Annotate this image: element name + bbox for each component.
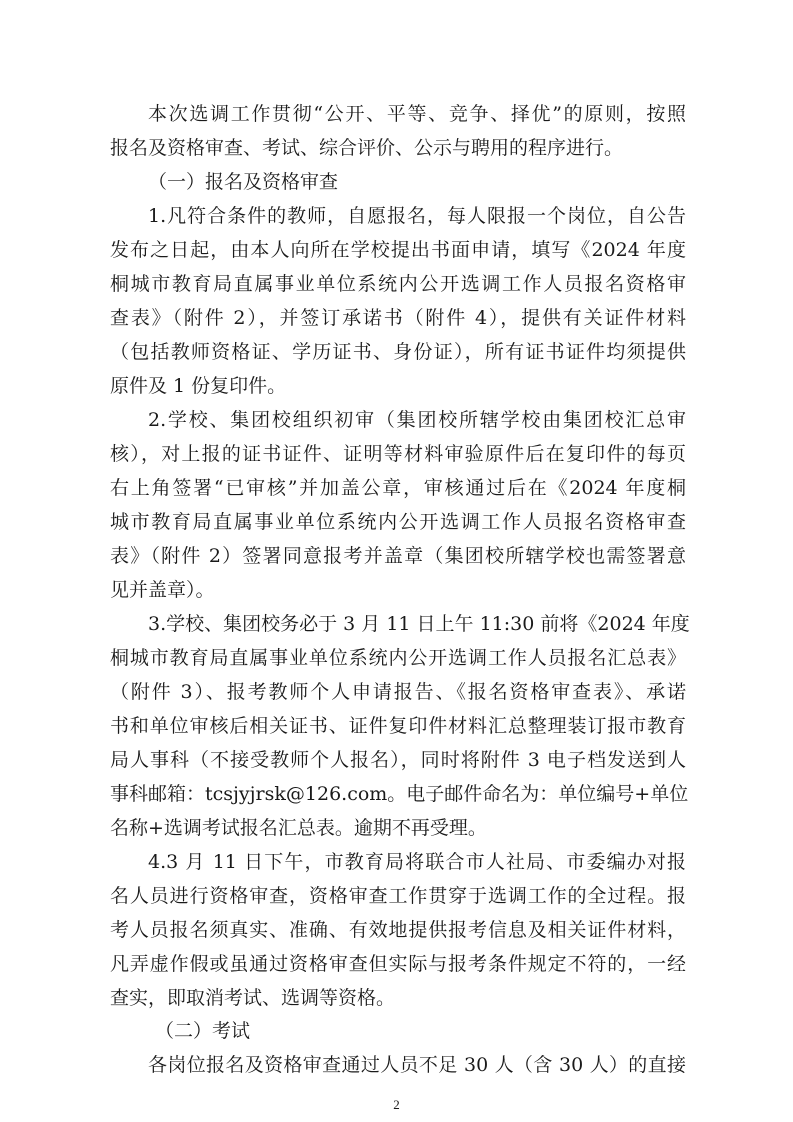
paragraph-line: （附件 3）、报考教师个人申请报告、《报名资格审查表》、承诺 [110, 681, 686, 703]
paragraph-line: 各岗位报名及资格审查通过人员不足 30 人（含 30 人）的直接 [148, 1054, 686, 1076]
page-number: 2 [393, 1097, 400, 1112]
paragraph-line: 见并盖章）。 [110, 579, 215, 601]
paragraph-line: 右上角签署“已审核”并加盖公章，审核通过后在《2024 年度桐 [110, 477, 686, 499]
paragraph-line: 2.学校、集团校组织初审（集团校所辖学校由集团校汇总审 [148, 409, 686, 431]
paragraph-line: 3.学校、集团校务必于 3 月 11 日上午 11:30 前将《2024 年度 [148, 613, 690, 635]
paragraph-line: （包括教师资格证、学历证书、身份证），所有证书证件均须提供 [110, 341, 686, 363]
paragraph-line: 本次选调工作贯彻“公开、平等、竞争、择优”的原则，按照 [148, 103, 686, 125]
paragraph-line: 桐城市教育局直属事业单位系统内公开选调工作人员报名汇总表》 [110, 647, 686, 669]
paragraph-line: 桐城市教育局直属事业单位系统内公开选调工作人员报名资格审 [110, 273, 686, 295]
paragraph-line: 名称+选调考试报名汇总表。逾期不再受理。 [110, 817, 487, 839]
paragraph-line: 报名及资格审查、考试、综合评价、公示与聘用的程序进行。 [110, 137, 624, 159]
paragraph-line: 局人事科（不接受教师个人报名），同时将附件 3 电子档发送到人 [110, 749, 686, 771]
paragraph-line: 查实，即取消考试、选调等资格。 [110, 987, 396, 1009]
paragraph-line: 核），对上报的证书证件、证明等材料审验原件后在复印件的每页 [110, 443, 686, 465]
paragraph-line: 4.3 月 11 日下午，市教育局将联合市人社局、市委编办对报 [148, 851, 686, 873]
section-heading: （二）考试 [155, 1020, 251, 1042]
paragraph-line: 凡弄虚作假或虽通过资格审查但实际与报考条件规定不符的，一经 [110, 953, 686, 975]
section-heading: （一）报名及资格审查 [148, 171, 339, 193]
paragraph-line: 发布之日起，由本人向所在学校提出书面申请，填写《2024 年度 [110, 239, 686, 261]
paragraph-line: 书和单位审核后相关证书、证件复印件材料汇总整理装订报市教育 [110, 715, 686, 737]
paragraph-line: 表》（附件 2）签署同意报考并盖章（集团校所辖学校也需签署意 [110, 545, 686, 567]
paragraph-line: 城市教育局直属事业单位系统内公开选调工作人员报名资格审查 [110, 511, 686, 533]
paragraph-line: 1.凡符合条件的教师，自愿报名，每人限报一个岗位，自公告 [148, 205, 686, 227]
paragraph-line: 原件及 1 份复印件。 [110, 375, 287, 397]
paragraph-line: 事科邮箱：tcsjyjrsk@126.com。电子邮件命名为：单位编号+单位 [110, 783, 689, 805]
paragraph-line: 名人员进行资格审查，资格审查工作贯穿于选调工作的全过程。报 [110, 885, 686, 907]
paragraph-line: 考人员报名须真实、准确、有效地提供报考信息及相关证件材料， [110, 919, 686, 941]
paragraph-line: 查表》（附件 2），并签订承诺书（附件 4），提供有关证件材料 [110, 307, 686, 329]
